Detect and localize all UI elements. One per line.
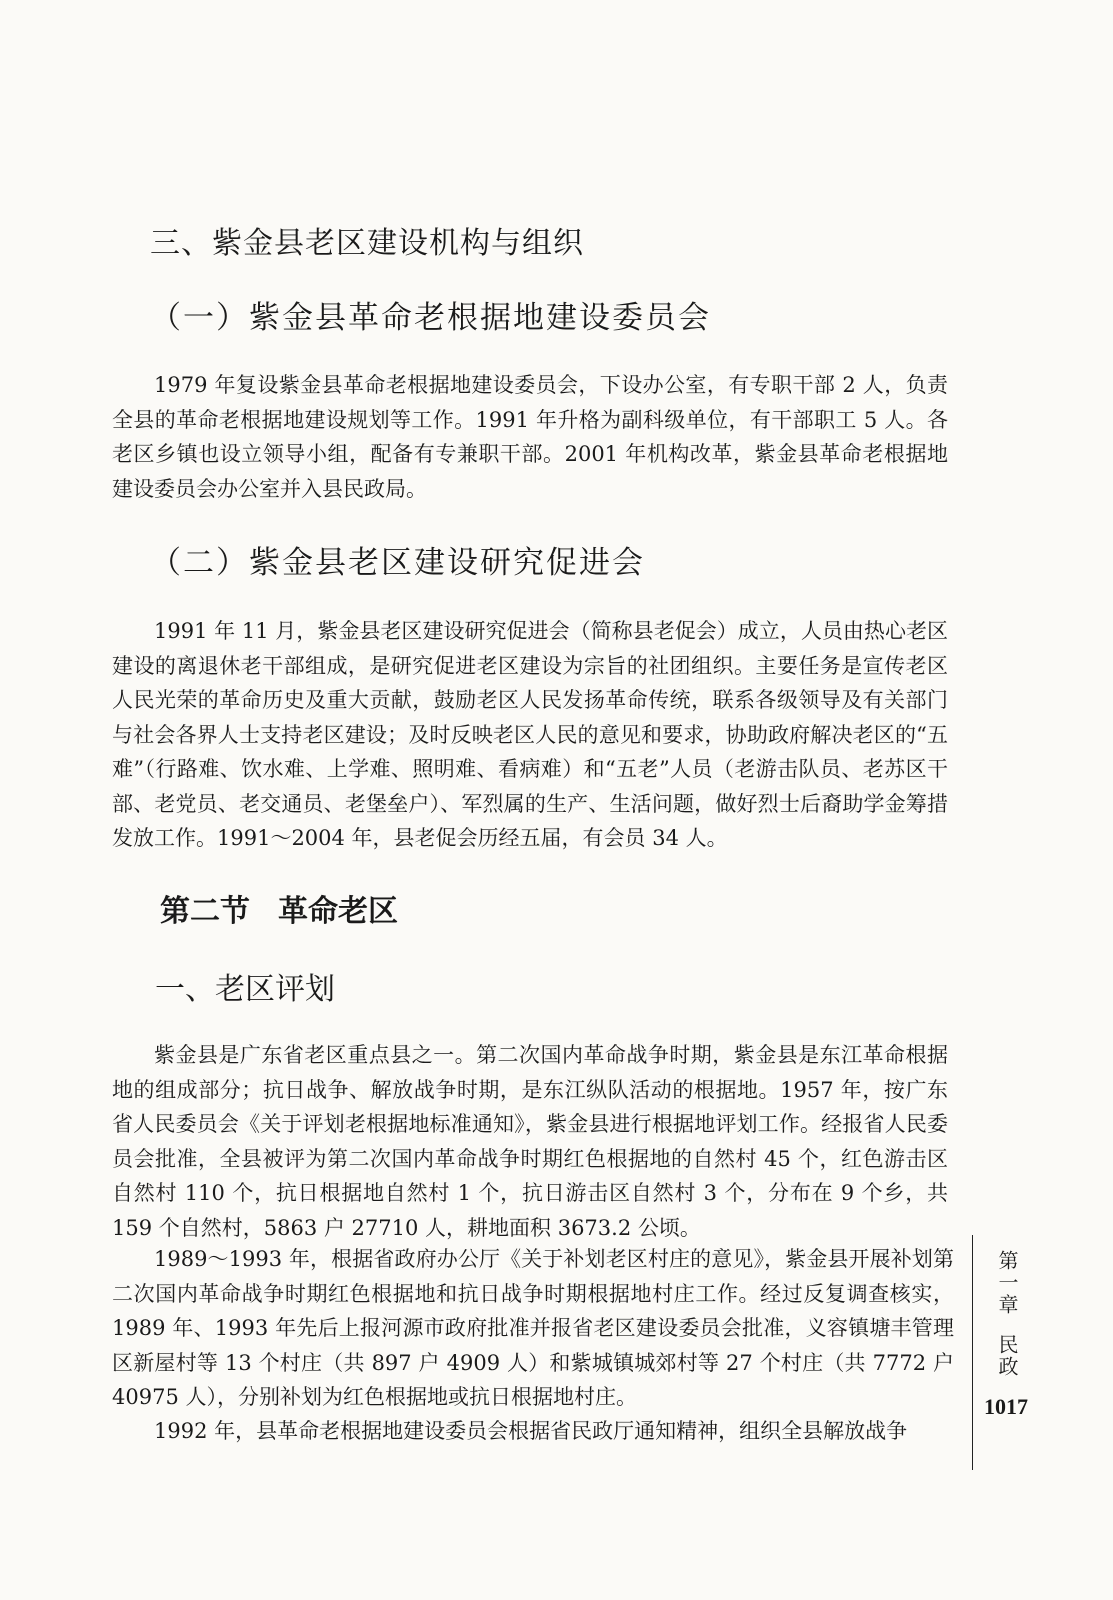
paragraph-supplementary: 1989～1993 年，根据省政府办公厅《关于补划老区村庄的意见》，紫金县开展补划第二次国内革命战争时期红色根据地和抗日战争时期根据地村庄工作。经过反复调查核实，1989 年、1993 年先后上报河源市政府批准并报省老区建设委员会批准，义容镇塘丰管理区新屋村等 13 个村庄（共 897 户 4909 人）和紫城镇城郊村等 27 个村庄（共 7772 户 40975 人），分别补划为红色根据地或抗日根据地村庄。 — [112, 1247, 954, 1409]
node-title: 革命老区 — [278, 894, 398, 929]
node-number: 第二节 — [160, 894, 250, 929]
paragraph-designation: 紫金县是广东省老区重点县之一。第二次国内革命战争时期，紫金县是东江革命根据地的组成部分；抗日战争、解放战争时期，是东江纵队活动的根据地。1957 年，按广东省人民委员会《关于评划老根据地标准通知》，紫金县进行根据地评划工作。经报省人民委员会批准，全县被评为第二次国内革命战争时期红色根据地的自然村 45 个，红色游击区自然村 110 个，抗日根据地自然村 1 个，抗日游击区自然村 3 个，分布在 9 个乡，共 159 个自然村，5863 户 27710 人，耕地面积 3673.2 公顷。 — [112, 1043, 948, 1240]
node-heading — [160, 886, 398, 930]
paragraph-committee: 1979 年复设紫金县革命老根据地建设委员会，下设办公室，有专职干部 2 人，负责全县的革命老根据地建设规划等工作。1991 年升格为副科级单位，有干部职工 5 人。各老区乡镇也设立领导小组，配备有专兼职干部。2001 年机构改革，紫金县革命老根据地建设委员会办公室并入县民政局。 — [112, 373, 948, 501]
section-heading: 三、紫金县老区建设机构与组织 — [150, 226, 584, 261]
paragraph-1992: 1992 年，县革命老根据地建设委员会根据省民政厅通知精神，组织全县解放战争 — [154, 1419, 908, 1443]
margin-divider — [972, 1235, 973, 1470]
chapter-label — [996, 1250, 1020, 1378]
chapter-name: 民政 — [995, 1334, 1019, 1378]
subsection-heading-1: （一）紫金县革命老根据地建设委员会 — [150, 300, 711, 336]
item-heading: 一、老区评划 — [155, 972, 335, 1007]
subsection-heading-2: （二）紫金县老区建设研究促进会 — [150, 545, 645, 581]
page-number: 1017 — [984, 1394, 1028, 1419]
chapter-number: 第一章 — [995, 1250, 1019, 1316]
paragraph-promotion-association: 1991 年 11 月，紫金县老区建设研究促进会（简称县老促会）成立，人员由热心老区建设的离退休老干部组成，是研究促进老区建设为宗旨的社团组织。主要任务是宣传老区人民光荣的革命历史及重大贡献，鼓励老区人民发扬革命传统，联系各级领导及有关部门与社会各界人士支持老区建设；及时反映老区人民的意见和要求，协助政府解决老区的“五难”（行路难、饮水难、上学难、照明难、看病难）和“五老”人员（老游击队员、老苏区干部、老党员、老交通员、老堡垒户）、军烈属的生产、生活问题，做好烈士后裔助学金筹措发放工作。1991～2004 年，县老促会历经五届，有会员 34 人。 — [112, 619, 948, 850]
